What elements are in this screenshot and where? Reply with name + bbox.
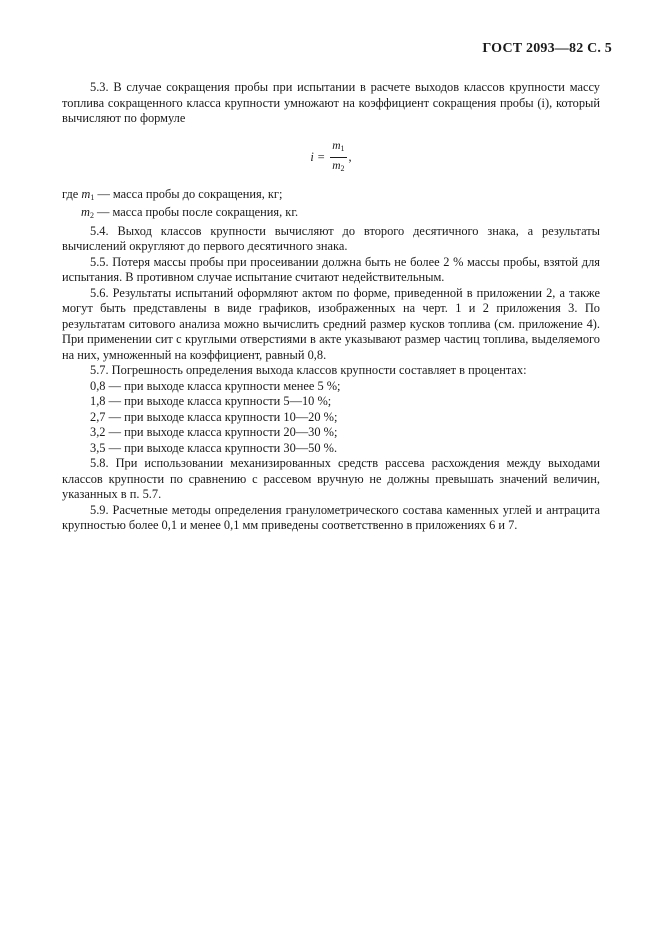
paragraph-5-6: 5.6. Результаты испытаний оформляют актом по форме, приведенной в приложении 2, а также могут быть представлены в виде графиков, изображенных на черт. 1 и 2 приложения 3. По результатам ситового анализа можно вычислить средний размер кусков топлива (см. приложение 4). При применении сит с круглыми отверстиями в акте указывают размер частиц топлива, выделяемого на них, умноженный на коэффициент, равный 0,8. <box>62 285 600 362</box>
where1-var: m <box>81 186 91 201</box>
paragraph-5-9: 5.9. Расчетные методы определения гранулометрического состава каменных углей и антрацита крупностью более 0,1 и менее 0,1 мм приведены соответственно в приложениях 6 и 7. <box>62 502 600 532</box>
list-item: 3,2 — при выходе класса крупности 20—30 %; <box>90 425 338 439</box>
paragraph-5-8: 5.8. При использовании механизированных средств рассева расхождения между выходами классов крупности по сравнению с рассевом вручную не должны превышать значений величин, указанных в п. 5.7. <box>62 456 600 501</box>
formula-numerator <box>330 139 346 158</box>
page-header: ГОСТ 2093—82 С. 5 <box>482 41 612 56</box>
formula-fraction <box>330 139 346 176</box>
list-item: 2,7 — при выходе класса крупности 10—20 %; <box>90 409 338 424</box>
numerator-sub: 1 <box>340 144 345 153</box>
where-line-2 <box>62 205 600 224</box>
numerator-var: m <box>332 140 341 152</box>
paragraph-5-7: 5.7. Погрешность определения выхода классов крупности составляет в процентах: <box>90 363 527 377</box>
where-prefix: где <box>62 186 79 201</box>
denominator-var: m <box>332 160 341 172</box>
paragraph-5-4: 5.4. Выход классов крупности вычисляют до второго десятичного знака, а результаты вычислений округляют до первого десятичного знака. <box>62 223 600 253</box>
paragraph-5-3: 5.3. В случае сокращения пробы при испытании в расчете выходов классов крупности массу топлива сокращенного класса крупности умножают на коэффициент сокращения пробы (i), который вычисляют по формуле <box>62 80 600 125</box>
denominator-sub: 2 <box>340 164 345 173</box>
list-item: 1,8 — при выходе класса крупности 5—10 %; <box>90 394 332 408</box>
end-mark: . <box>359 485 361 491</box>
formula-denominator <box>332 158 344 176</box>
where2-text: — масса пробы после сокращения, кг. <box>93 205 299 219</box>
where2-sub: 2 <box>89 211 94 220</box>
list-item: 0,8 — при выходе класса крупности менее 5 %; <box>90 378 341 393</box>
formula-lhs: i = <box>310 149 326 164</box>
formula-reduction-coefficient <box>62 141 600 175</box>
formula-comma: , <box>348 149 352 164</box>
where1-text: — масса пробы до сокращения, кг; <box>94 186 283 201</box>
where2-var: m <box>81 205 90 219</box>
where1-sub: 1 <box>90 192 95 202</box>
where-line-1 <box>62 187 600 206</box>
document-body <box>62 80 600 534</box>
paragraph-5-5: 5.5. Потеря массы пробы при просеивании должна быть не более 2 % массы пробы, взятой для испытания. В противном случае испытание считают недействительным. <box>62 254 600 284</box>
list-item: 3,5 — при выходе класса крупности 30—50 %. <box>90 440 338 455</box>
